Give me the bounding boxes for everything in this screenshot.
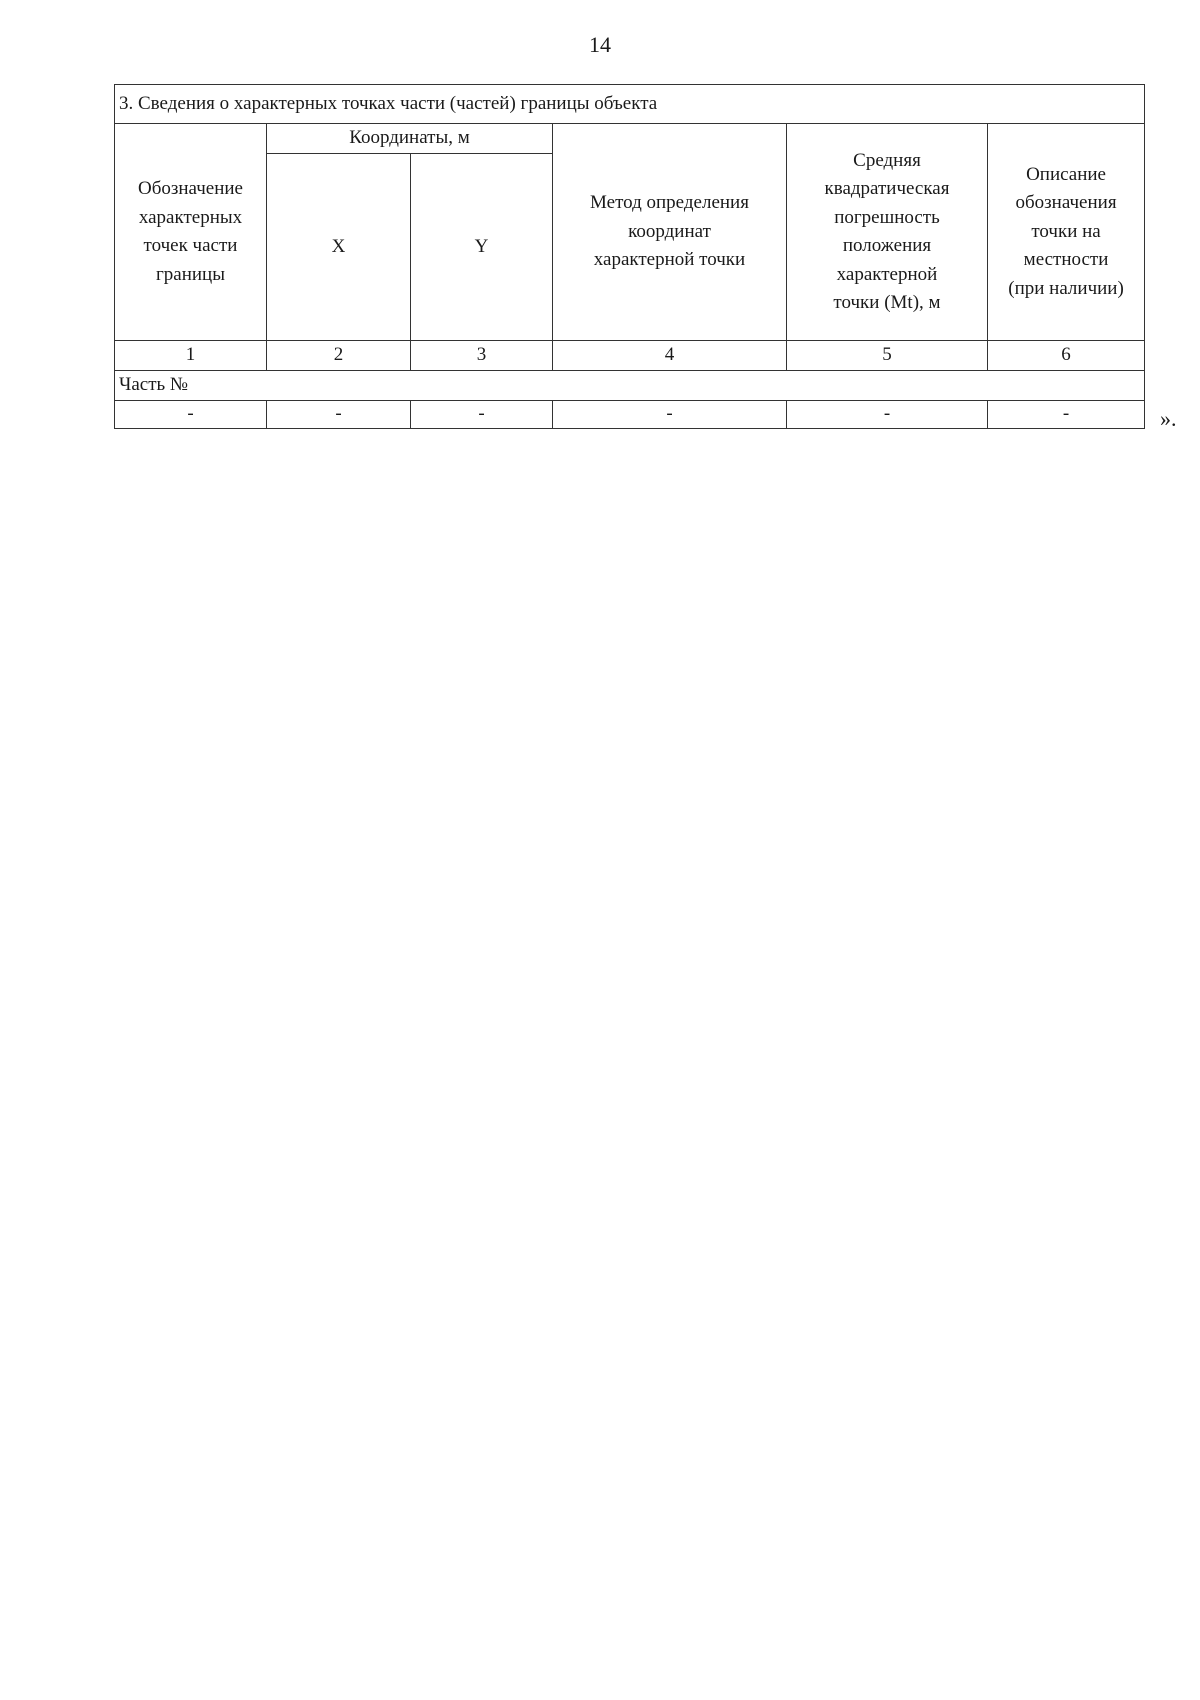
header-point-description: Описание обозначения точки на местности (при наличии): [988, 124, 1145, 341]
table-cell: -: [115, 401, 267, 429]
header-x: X: [267, 154, 411, 341]
section-title: 3. Сведения о характерных точках части (частей) границы объекта: [115, 85, 1145, 124]
column-numbers-row: [115, 341, 1145, 371]
column-number: 5: [787, 341, 988, 371]
closing-quote: ».: [1160, 406, 1177, 431]
header-method: Метод определения координат характерной точки: [553, 124, 787, 341]
column-number: 2: [267, 341, 411, 371]
table-cell: -: [267, 401, 411, 429]
page-number: 14: [589, 32, 611, 57]
column-number: 4: [553, 341, 787, 371]
header-y: Y: [411, 154, 553, 341]
header-coordinates: Координаты, м: [267, 124, 553, 154]
column-number: 6: [988, 341, 1145, 371]
column-number: 1: [115, 341, 267, 371]
table-cell: -: [411, 401, 553, 429]
section-title-row: [115, 85, 1145, 124]
column-number: 3: [411, 341, 553, 371]
part-label-row: [115, 371, 1145, 401]
characteristic-points-table: [114, 84, 1145, 429]
table-cell: -: [988, 401, 1145, 429]
header-mean-square-error: Средняя квадратическая погрешность положения характерной точки (Mt), м: [787, 124, 988, 341]
part-label: Часть №: [115, 371, 1145, 401]
header-point-designation: Обозначение характерных точек части границы: [115, 124, 267, 341]
header-row-top: [115, 124, 1145, 154]
table-row: [115, 401, 1145, 429]
table-cell: -: [553, 401, 787, 429]
table-cell: -: [787, 401, 988, 429]
